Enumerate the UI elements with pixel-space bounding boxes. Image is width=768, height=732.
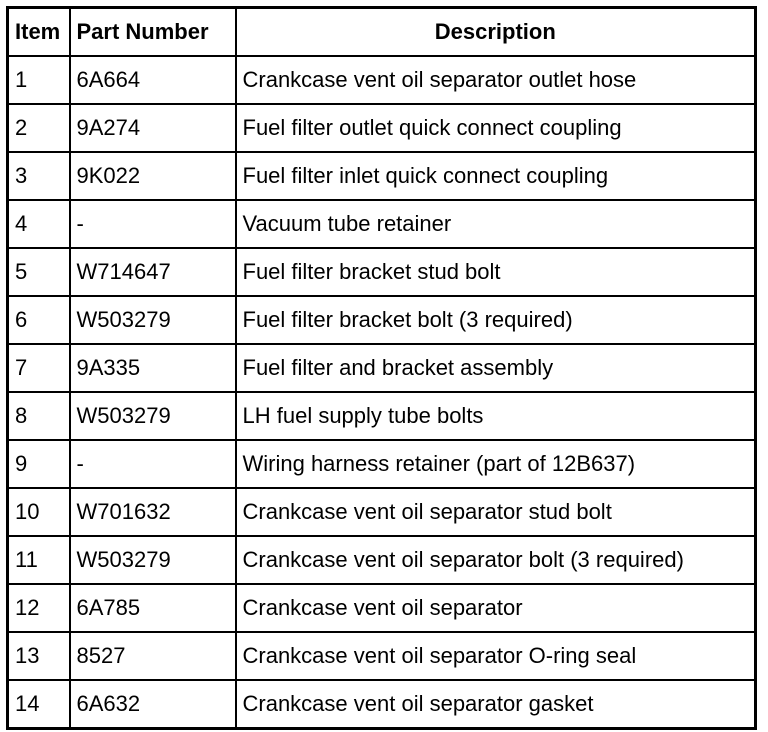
cell-part-number: - (70, 200, 236, 248)
cell-item: 10 (8, 488, 70, 536)
table-header (8, 8, 756, 57)
cell-description: Wiring harness retainer (part of 12B637) (236, 440, 756, 488)
cell-part-number: 8527 (70, 632, 236, 680)
cell-description: Crankcase vent oil separator O-ring seal (236, 632, 756, 680)
table-row (8, 584, 756, 632)
cell-description: Fuel filter inlet quick connect coupling (236, 152, 756, 200)
cell-item: 4 (8, 200, 70, 248)
cell-description: Crankcase vent oil separator gasket (236, 680, 756, 729)
cell-part-number: 6A632 (70, 680, 236, 729)
cell-description: Crankcase vent oil separator bolt (3 required) (236, 536, 756, 584)
cell-part-number: 9K022 (70, 152, 236, 200)
cell-item: 8 (8, 392, 70, 440)
cell-item: 3 (8, 152, 70, 200)
cell-description: Vacuum tube retainer (236, 200, 756, 248)
table-row (8, 680, 756, 729)
cell-description: Fuel filter bracket bolt (3 required) (236, 296, 756, 344)
cell-description: Fuel filter and bracket assembly (236, 344, 756, 392)
cell-part-number: W503279 (70, 392, 236, 440)
cell-part-number: W503279 (70, 536, 236, 584)
cell-description: LH fuel supply tube bolts (236, 392, 756, 440)
table-row (8, 200, 756, 248)
table-row (8, 248, 756, 296)
cell-description: Crankcase vent oil separator outlet hose (236, 56, 756, 104)
cell-part-number: 9A274 (70, 104, 236, 152)
table-row (8, 488, 756, 536)
cell-item: 5 (8, 248, 70, 296)
header-row (8, 8, 756, 57)
table-row (8, 344, 756, 392)
table-row (8, 536, 756, 584)
header-item: Item (8, 8, 70, 57)
cell-item: 9 (8, 440, 70, 488)
parts-table (6, 6, 757, 730)
cell-description: Crankcase vent oil separator (236, 584, 756, 632)
cell-item: 12 (8, 584, 70, 632)
cell-part-number: W714647 (70, 248, 236, 296)
cell-description: Fuel filter bracket stud bolt (236, 248, 756, 296)
cell-description: Fuel filter outlet quick connect coupling (236, 104, 756, 152)
header-part-number: Part Number (70, 8, 236, 57)
table-row (8, 296, 756, 344)
cell-item: 7 (8, 344, 70, 392)
cell-part-number: W701632 (70, 488, 236, 536)
cell-part-number: 6A664 (70, 56, 236, 104)
cell-item: 14 (8, 680, 70, 729)
cell-item: 2 (8, 104, 70, 152)
cell-part-number: 9A335 (70, 344, 236, 392)
table-row (8, 392, 756, 440)
header-description: Description (236, 8, 756, 57)
cell-part-number: 6A785 (70, 584, 236, 632)
cell-part-number: W503279 (70, 296, 236, 344)
cell-description: Crankcase vent oil separator stud bolt (236, 488, 756, 536)
table-row (8, 632, 756, 680)
cell-item: 11 (8, 536, 70, 584)
table-row (8, 152, 756, 200)
cell-item: 13 (8, 632, 70, 680)
table-row (8, 104, 756, 152)
table-row (8, 56, 756, 104)
cell-item: 6 (8, 296, 70, 344)
cell-item: 1 (8, 56, 70, 104)
table-body (8, 56, 756, 729)
table-row (8, 440, 756, 488)
cell-part-number: - (70, 440, 236, 488)
